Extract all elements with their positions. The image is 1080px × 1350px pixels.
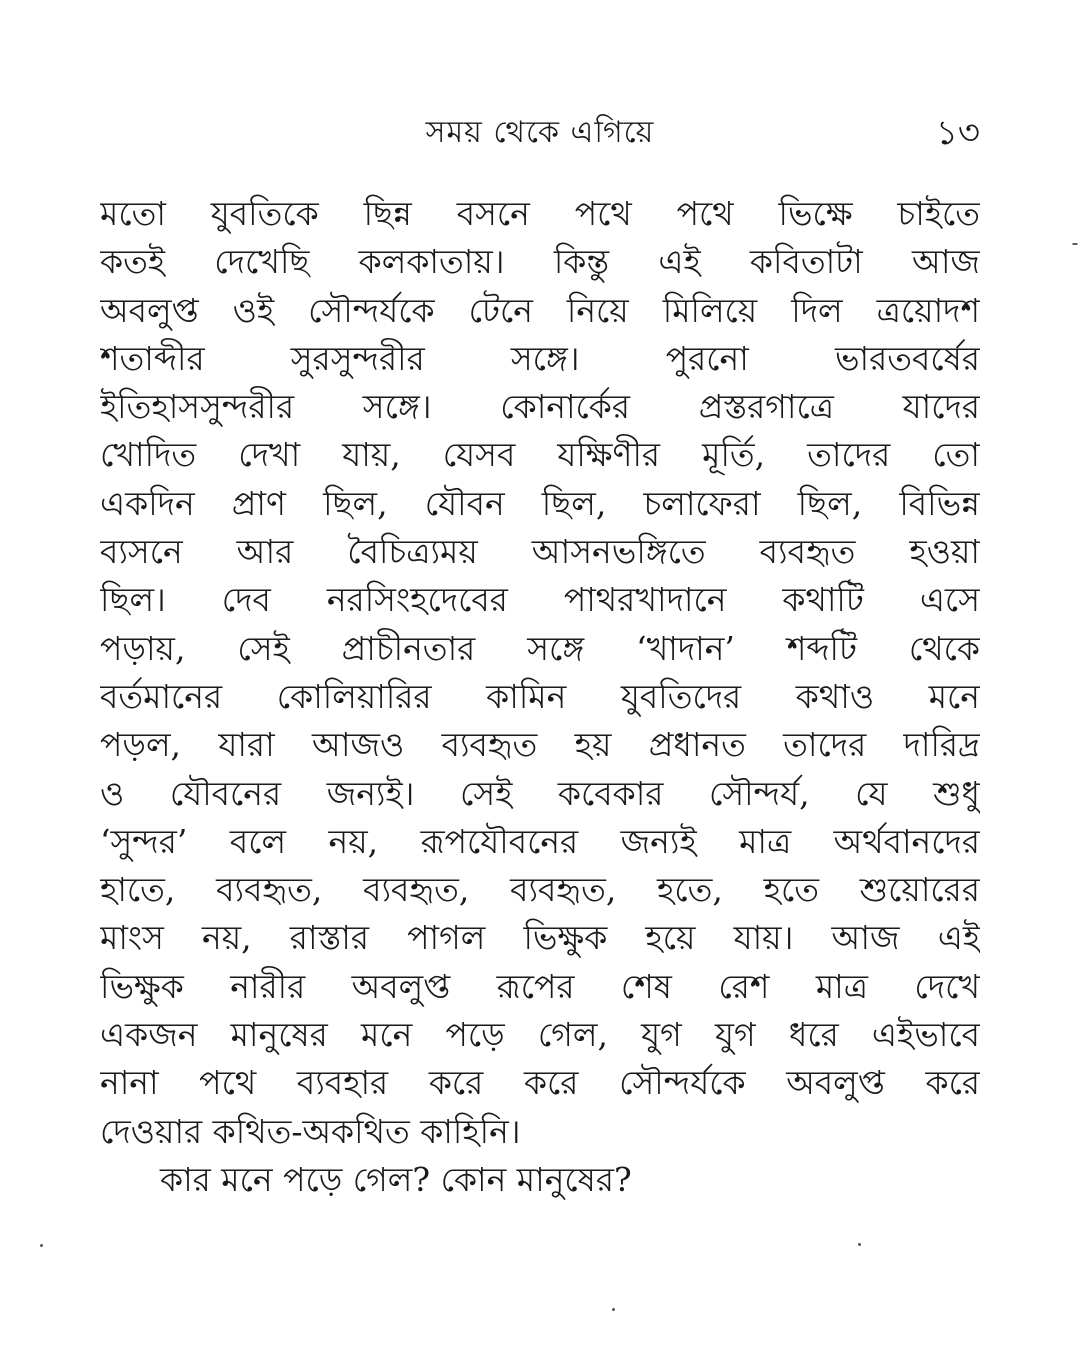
text-line: শতাব্দীর সুরসুন্দরীর সঙ্গে। পুরনো ভারতবর্ষের bbox=[100, 338, 980, 378]
text-line: ছিল। দেব নরসিংহদেবের পাথরখাদানে কথাটি এসে bbox=[100, 580, 980, 620]
text-line: খোদিত দেখা যায়, যেসব যক্ষিণীর মূর্তি, তাদের তো bbox=[100, 435, 980, 475]
text-line: একদিন প্রাণ ছিল, যৌবন ছিল, চলাফেরা ছিল, বিভিন্ন bbox=[100, 483, 980, 523]
closing-line: কার মনে পড়ে গেল? কোন মানুষের? bbox=[160, 1159, 632, 1199]
text-line: বর্তমানের কোলিয়ারির কামিন যুবতিদের কথাও মনে bbox=[100, 676, 980, 716]
body-text bbox=[100, 190, 980, 1204]
scan-speck bbox=[612, 1308, 615, 1311]
text-line: ‘সুন্দর’ বলে নয়, রূপযৌবনের জন্যই মাত্র অর্থবানদের bbox=[100, 821, 980, 861]
text-line-paragraph-end: দেওয়ার কথিত-অকথিত কাহিনি। bbox=[100, 1111, 521, 1151]
text-line: পড়ল, যারা আজও ব্যবহৃত হয় প্রধানত তাদের দারিদ্র bbox=[100, 725, 980, 765]
scan-speck bbox=[1072, 243, 1078, 245]
page-number: ১৩ bbox=[935, 113, 980, 153]
text-line: ভিক্ষুক নারীর অবলুপ্ত রূপের শেষ রেশ মাত্র দেখে bbox=[100, 966, 980, 1006]
text-line: কতই দেখেছি কলকাতায়। কিন্তু এই কবিতাটা আজ bbox=[100, 242, 980, 282]
text-line: মাংস নয়, রাস্তার পাগল ভিক্ষুক হয়ে যায়। আজ এই bbox=[100, 918, 980, 958]
text-line: অবলুপ্ত ওই সৌন্দর্যকে টেনে নিয়ে মিলিয়ে দিল ত্রয়োদশ bbox=[100, 290, 980, 330]
text-line: নানা পথে ব্যবহার করে করে সৌন্দর্যকে অবলুপ্ত করে bbox=[100, 1063, 980, 1103]
text-line: পড়ায়, সেই প্রাচীনতার সঙ্গে ‘খাদান’ শব্দটি থেকে bbox=[100, 628, 980, 668]
running-header bbox=[100, 108, 980, 158]
text-line: হাতে, ব্যবহৃত, ব্যবহৃত, ব্যবহৃত, হতে, হতে শুয়োরের bbox=[100, 870, 980, 910]
scan-speck bbox=[40, 1244, 43, 1247]
running-title: সময় থেকে এগিয়ে bbox=[425, 115, 655, 150]
text-line: ব্যসনে আর বৈচিত্র্যময় আসনভঙ্গিতে ব্যবহৃত হওয়া bbox=[100, 532, 980, 572]
text-line: একজন মানুষের মনে পড়ে গেল, যুগ যুগ ধরে এইভাবে bbox=[100, 1015, 980, 1055]
text-line: মতো যুবতিকে ছিন্ন বসনে পথে পথে ভিক্ষে চাইতে bbox=[100, 194, 980, 233]
text-line: ও যৌবনের জন্যই। সেই কবেকার সৌন্দর্য, যে শুধু bbox=[100, 773, 980, 813]
text-line: ইতিহাসসুন্দরীর সঙ্গে। কোনার্কের প্রস্তরগাত্রে যাদের bbox=[100, 387, 980, 427]
scan-speck bbox=[858, 1243, 861, 1246]
